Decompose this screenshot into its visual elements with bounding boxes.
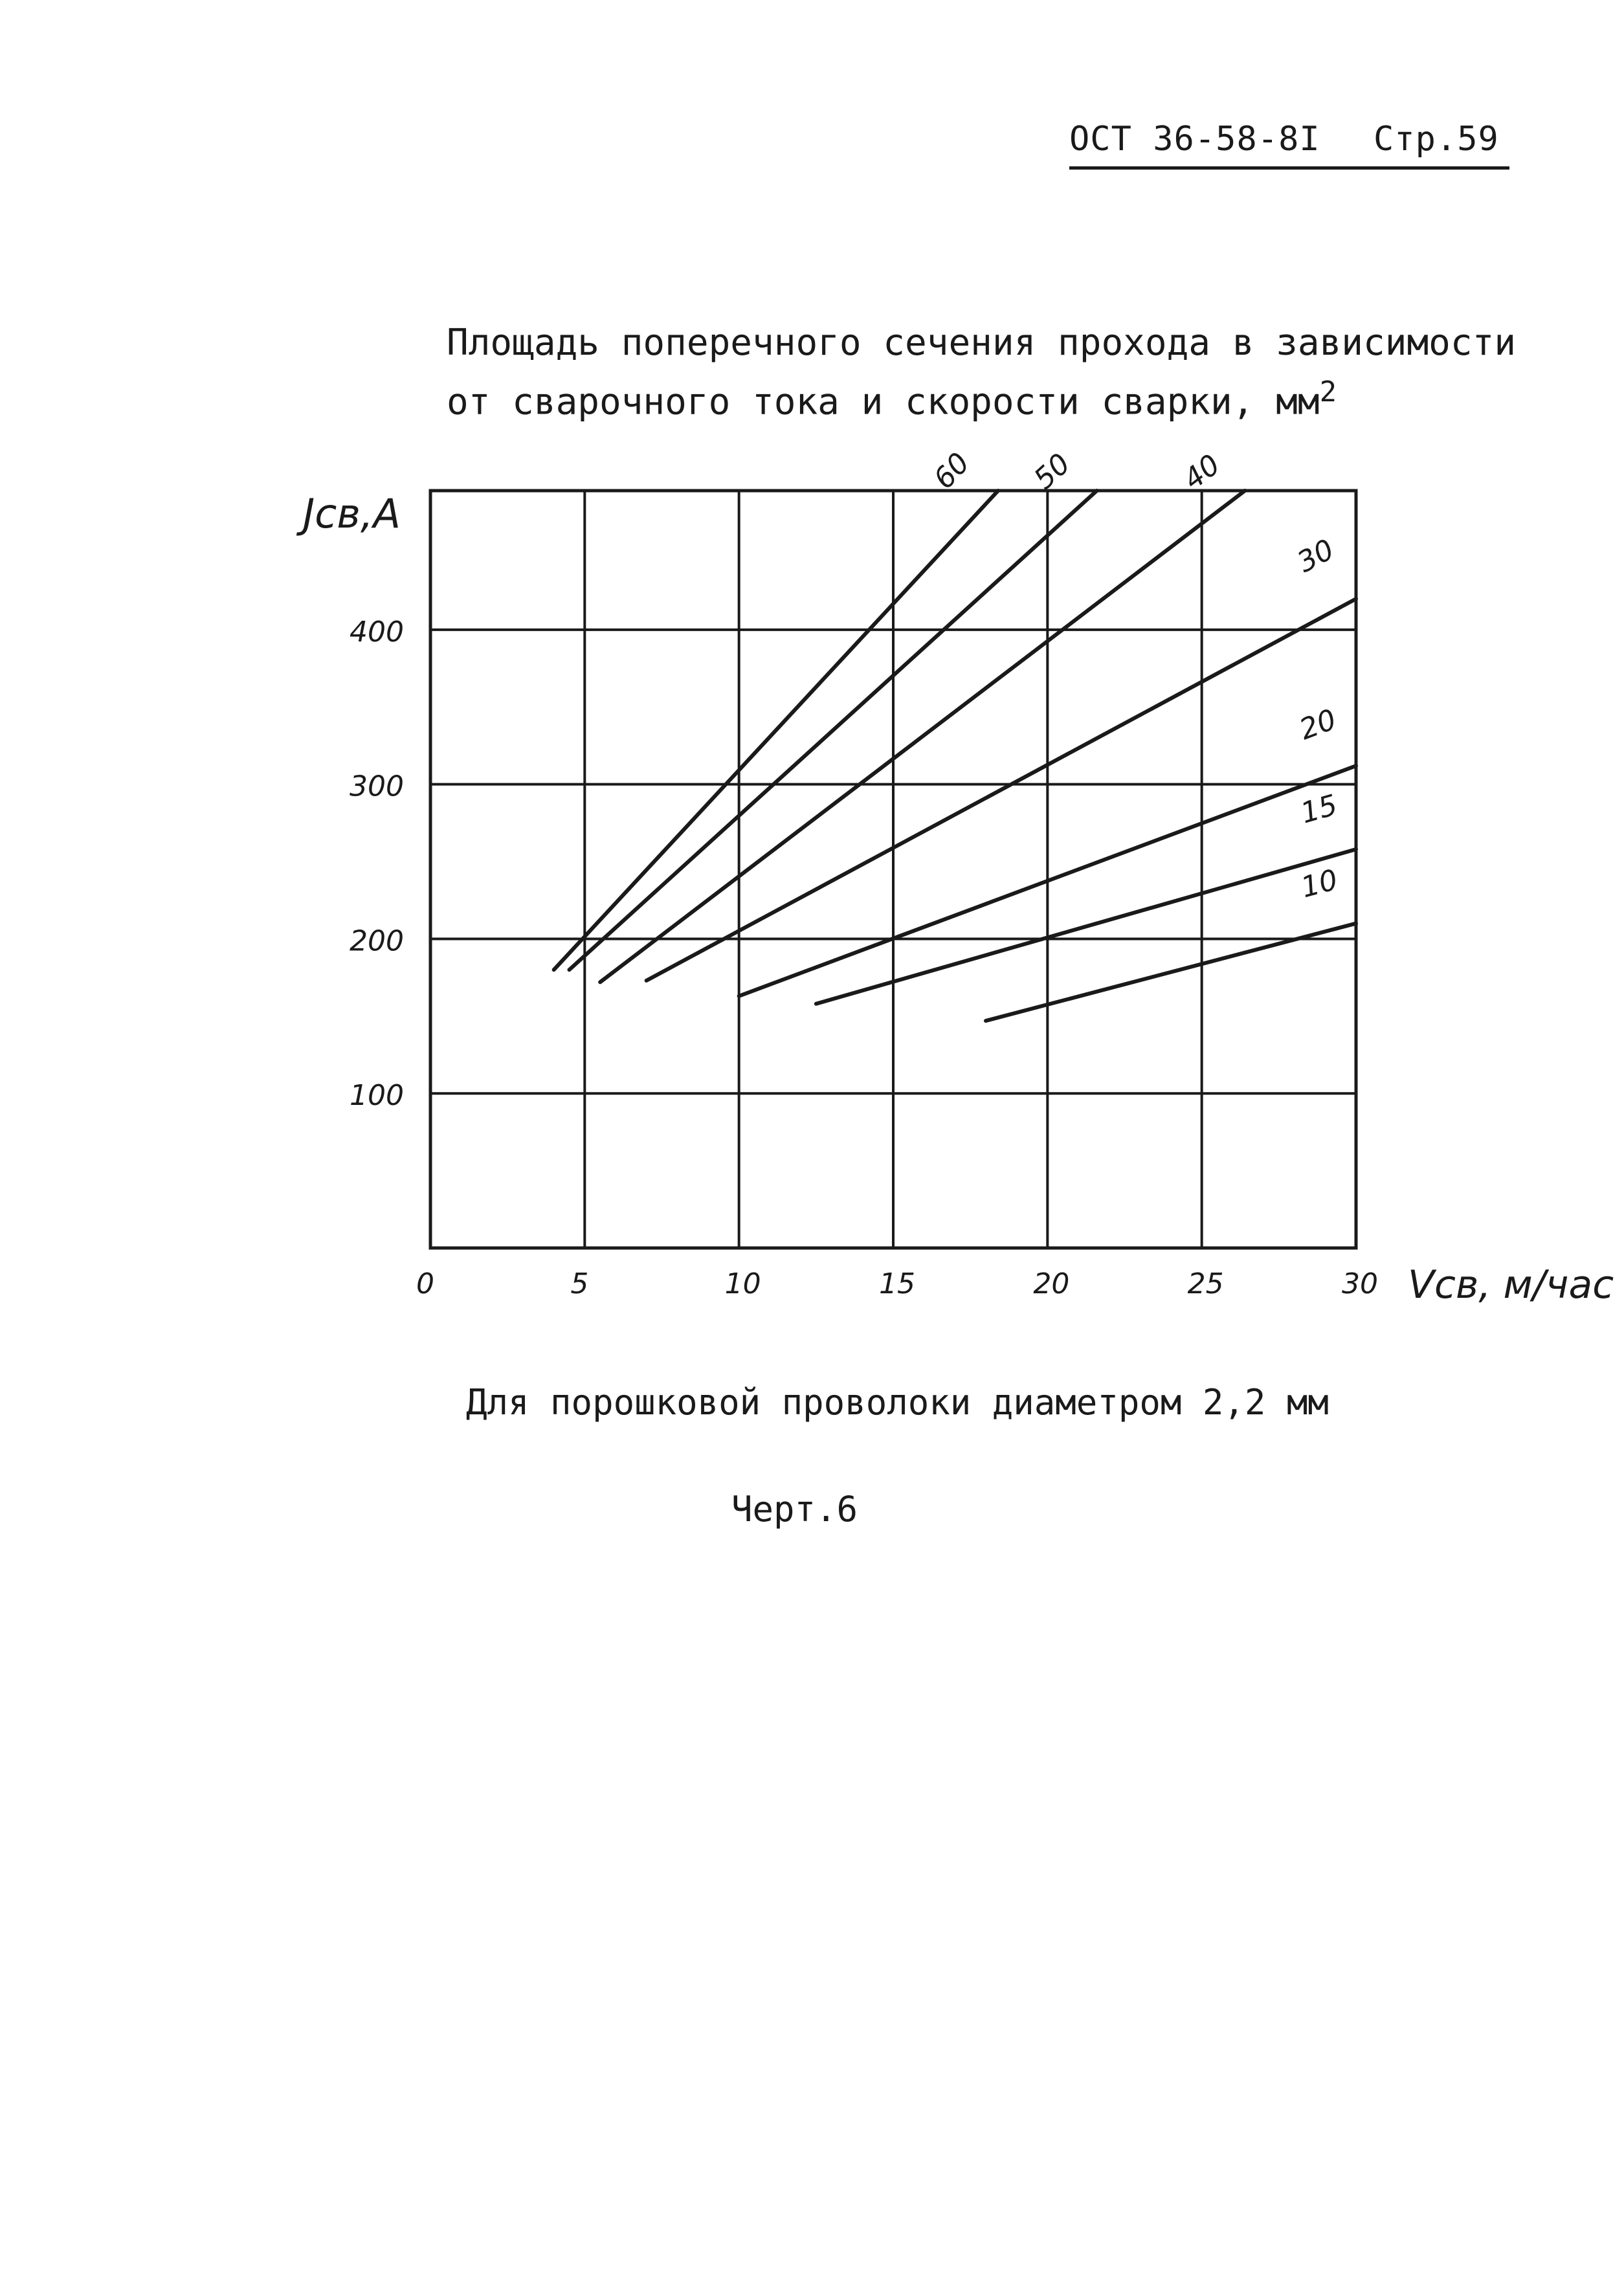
- chart-series: [554, 447, 1356, 1021]
- x-tick-label: 10: [724, 1267, 761, 1300]
- y-tick-label: 200: [350, 924, 404, 958]
- series-line: [816, 849, 1356, 1004]
- x-tick-label: 5: [570, 1267, 589, 1300]
- caption: Для порошковой проволоки диаметром 2,2 мм: [466, 1382, 1329, 1423]
- y-axis-label: Jсв,A: [303, 490, 401, 537]
- figure-label: Черт.6: [731, 1489, 858, 1530]
- x-axis-label: Vсв, м/час: [1408, 1262, 1614, 1308]
- title-line-2-text: от сварочного тока и скорости сварки, мм: [447, 381, 1320, 423]
- title-line-1: Площадь поперечного сечения прохода в зависимости: [447, 322, 1517, 364]
- series-line: [647, 599, 1356, 981]
- x-tick-label: 20: [1033, 1267, 1070, 1300]
- y-tick-label: 100: [350, 1079, 404, 1113]
- series-label: 50: [1027, 447, 1077, 496]
- title-superscript: 2: [1319, 375, 1337, 408]
- x-tick-label: 15: [879, 1267, 915, 1300]
- series-label: 20: [1295, 702, 1341, 747]
- x-tick-label: 25: [1187, 1267, 1224, 1300]
- standard-number: ОСТ 36-58-8I: [1069, 120, 1320, 159]
- y-tick-label: 300: [350, 770, 404, 803]
- x-tick-label: 30: [1342, 1267, 1378, 1300]
- series-label: 30: [1292, 533, 1340, 579]
- series-label: 10: [1297, 863, 1341, 905]
- page-number: Стр.59: [1374, 120, 1499, 159]
- y-tick-label: 400: [350, 615, 404, 649]
- x-tick-label: 0: [416, 1267, 434, 1300]
- series-label: 15: [1296, 788, 1341, 830]
- series-label: 60: [927, 446, 977, 496]
- series-label: 40: [1177, 448, 1227, 496]
- series-line: [570, 491, 1097, 970]
